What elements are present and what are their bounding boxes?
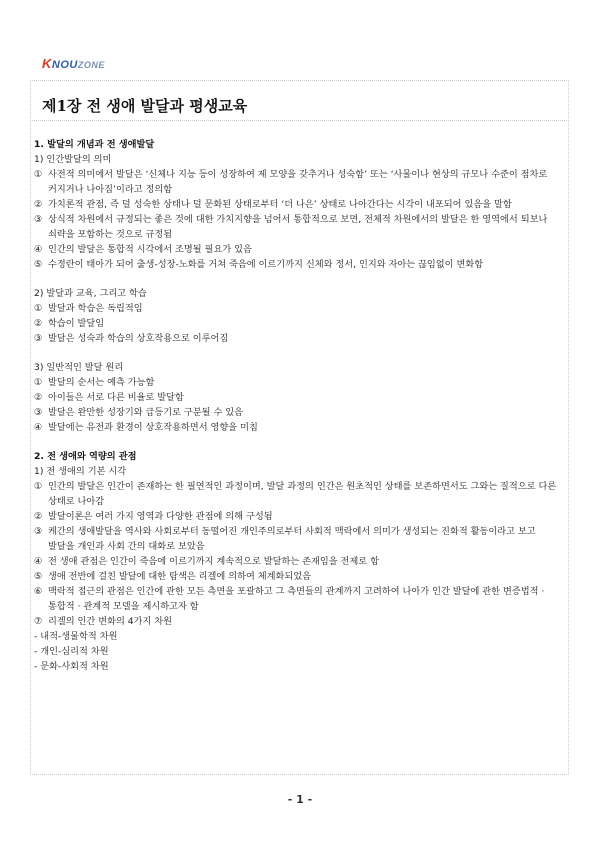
list-item (34, 301, 562, 316)
subsection-heading: 1) 전 생애의 기본 시각 (34, 466, 127, 477)
item-text: 인간의 발달은 인간이 존재하는 한 필연적인 과정이며, 발달 과정의 인간은 원초적인 상태를 보존하면서도 그와는 질적으로 다른 상태로 나아감 (48, 481, 557, 507)
item-text: 상식적 차원에서 규정되는 좋은 것에 대한 가치지향을 넘어서 통합적으로 보면, 전체적 차원에서의 발달은 한 영역에서 퇴보나 쇠략을 포함하는 것으로 규정됨 (48, 214, 548, 240)
item-text: 발달의 순서는 예측 가능함 (48, 377, 155, 388)
item-text: 수정란이 태아가 되어 출생-성장-노화를 거쳐 죽음에 이르기까지 신체와 정서, 인지와 자아는 끊임없이 변화함 (48, 259, 484, 270)
item-text: 리겔의 인간 변화의 4가지 차원 (48, 616, 173, 627)
list-item (34, 584, 562, 614)
section-1-heading: 1. 발달의 개념과 전 생애발달 (34, 139, 155, 150)
item-list (34, 375, 562, 435)
section-2-heading: 2. 전 생애와 역량의 관점 (34, 451, 137, 462)
item-text: 발달이론은 여러 가지 영역과 다양한 관점에 의해 구성됨 (48, 511, 273, 522)
item-number: ② (34, 318, 43, 329)
item-number: ③ (34, 333, 43, 344)
item-text: 발달과 학습은 독립적임 (48, 303, 143, 314)
item-number: ② (34, 392, 43, 403)
list-item (34, 257, 562, 272)
item-text: 아이들은 서로 다른 비율로 발달함 (48, 392, 184, 403)
item-number: ⑦ (34, 616, 43, 627)
list-item (34, 405, 562, 420)
title-divider (30, 120, 569, 121)
item-number: ③ (34, 526, 43, 537)
list-item (34, 614, 562, 629)
item-number: ③ (34, 214, 43, 225)
item-number: ⑥ (34, 586, 43, 597)
item-list (34, 479, 562, 629)
item-text: 인간의 발달은 통합적 시각에서 조명될 필요가 있음 (48, 244, 252, 255)
item-number: ④ (34, 244, 43, 255)
item-text: 발달은 완만한 성장기와 급등기로 구분될 수 있음 (48, 407, 244, 418)
dimension-list (34, 629, 562, 674)
list-item (34, 524, 562, 554)
document-body (34, 137, 562, 674)
chapter-title: 제1장 전 생애 발달과 평생교육 (42, 97, 248, 115)
item-number: ① (34, 303, 43, 314)
list-item (34, 197, 562, 212)
list-item (34, 167, 562, 197)
list-item (34, 554, 562, 569)
subsection-heading: 2) 발달과 교육, 그리고 학습 (34, 288, 147, 299)
item-number: ③ (34, 407, 43, 418)
dimension-item: - 문화-사회적 차원 (34, 661, 109, 672)
list-item (34, 479, 562, 509)
knouzone-logo: KNOUZONE (42, 56, 105, 71)
list-item (34, 212, 562, 242)
dimension-item: - 개인-심리적 차원 (34, 646, 109, 657)
item-text: 전 생애 관점은 인간이 죽음에 이르기까지 계속적으로 발달하는 존재임을 전제로 함 (48, 556, 379, 567)
item-number: ① (34, 481, 43, 492)
item-text: 발달에는 유전과 환경이 상호작용하면서 영향을 미침 (48, 422, 258, 433)
item-list (34, 167, 562, 272)
item-list (34, 301, 562, 346)
page-number: - 1 - (287, 793, 313, 806)
item-number: ⑤ (34, 259, 43, 270)
item-text: 발달은 성숙과 학습의 상호작용으로 이루어짐 (48, 333, 229, 344)
item-text: 학습이 발달임 (48, 318, 105, 329)
dimension-item: - 내적-생물학적 차원 (34, 631, 118, 642)
subsection-heading: 1) 인간발달의 의미 (34, 154, 112, 165)
subsection-heading: 3) 일반적인 발달 원리 (34, 362, 124, 373)
item-text: 케간의 생애발달을 역사와 사회로부터 동떨어진 개인주의로부터 사회적 맥락에서 의미가 생성되는 진화적 활동이라고 보고 발달을 개인과 사회 간의 대화로 보았음 (48, 526, 536, 552)
list-item (34, 569, 562, 584)
list-item (34, 420, 562, 435)
list-item (34, 390, 562, 405)
item-text: 가치론적 관점, 즉 덜 성숙한 상태나 덜 문화된 상태로부터 ‘더 나은’ 상태로 나아간다는 시각이 내포되어 있음을 말함 (48, 199, 512, 210)
item-number: ④ (34, 422, 43, 433)
item-number: ② (34, 511, 43, 522)
item-number: ① (34, 377, 43, 388)
list-item (34, 316, 562, 331)
item-text: 사전적 의미에서 발달은 ‘신체나 지능 등이 성장하여 제 모양을 갖추거나 성숙함’ 또는 ‘사물이나 현상의 규모나 수준이 점차로 커지거나 나아짐’이라고 정의함 (48, 169, 548, 195)
item-number: ⑤ (34, 571, 43, 582)
item-text: 맥락적 접근의 관점은 인간에 관한 모든 측면을 포괄하고 그 측면들의 관계까지 고려하여 나아가 인간 발달에 관한 변증법적 · 통합적 · 관계적 모델을 제시하고자 함 (48, 586, 545, 612)
list-item (34, 331, 562, 346)
list-item (34, 509, 562, 524)
item-text: 생애 전반에 걸친 발달에 대한 탐색은 리겔에 의하여 체계화되었음 (48, 571, 311, 582)
list-item (34, 242, 562, 257)
item-number: ② (34, 199, 43, 210)
item-number: ① (34, 169, 43, 180)
item-number: ④ (34, 556, 43, 567)
list-item (34, 375, 562, 390)
